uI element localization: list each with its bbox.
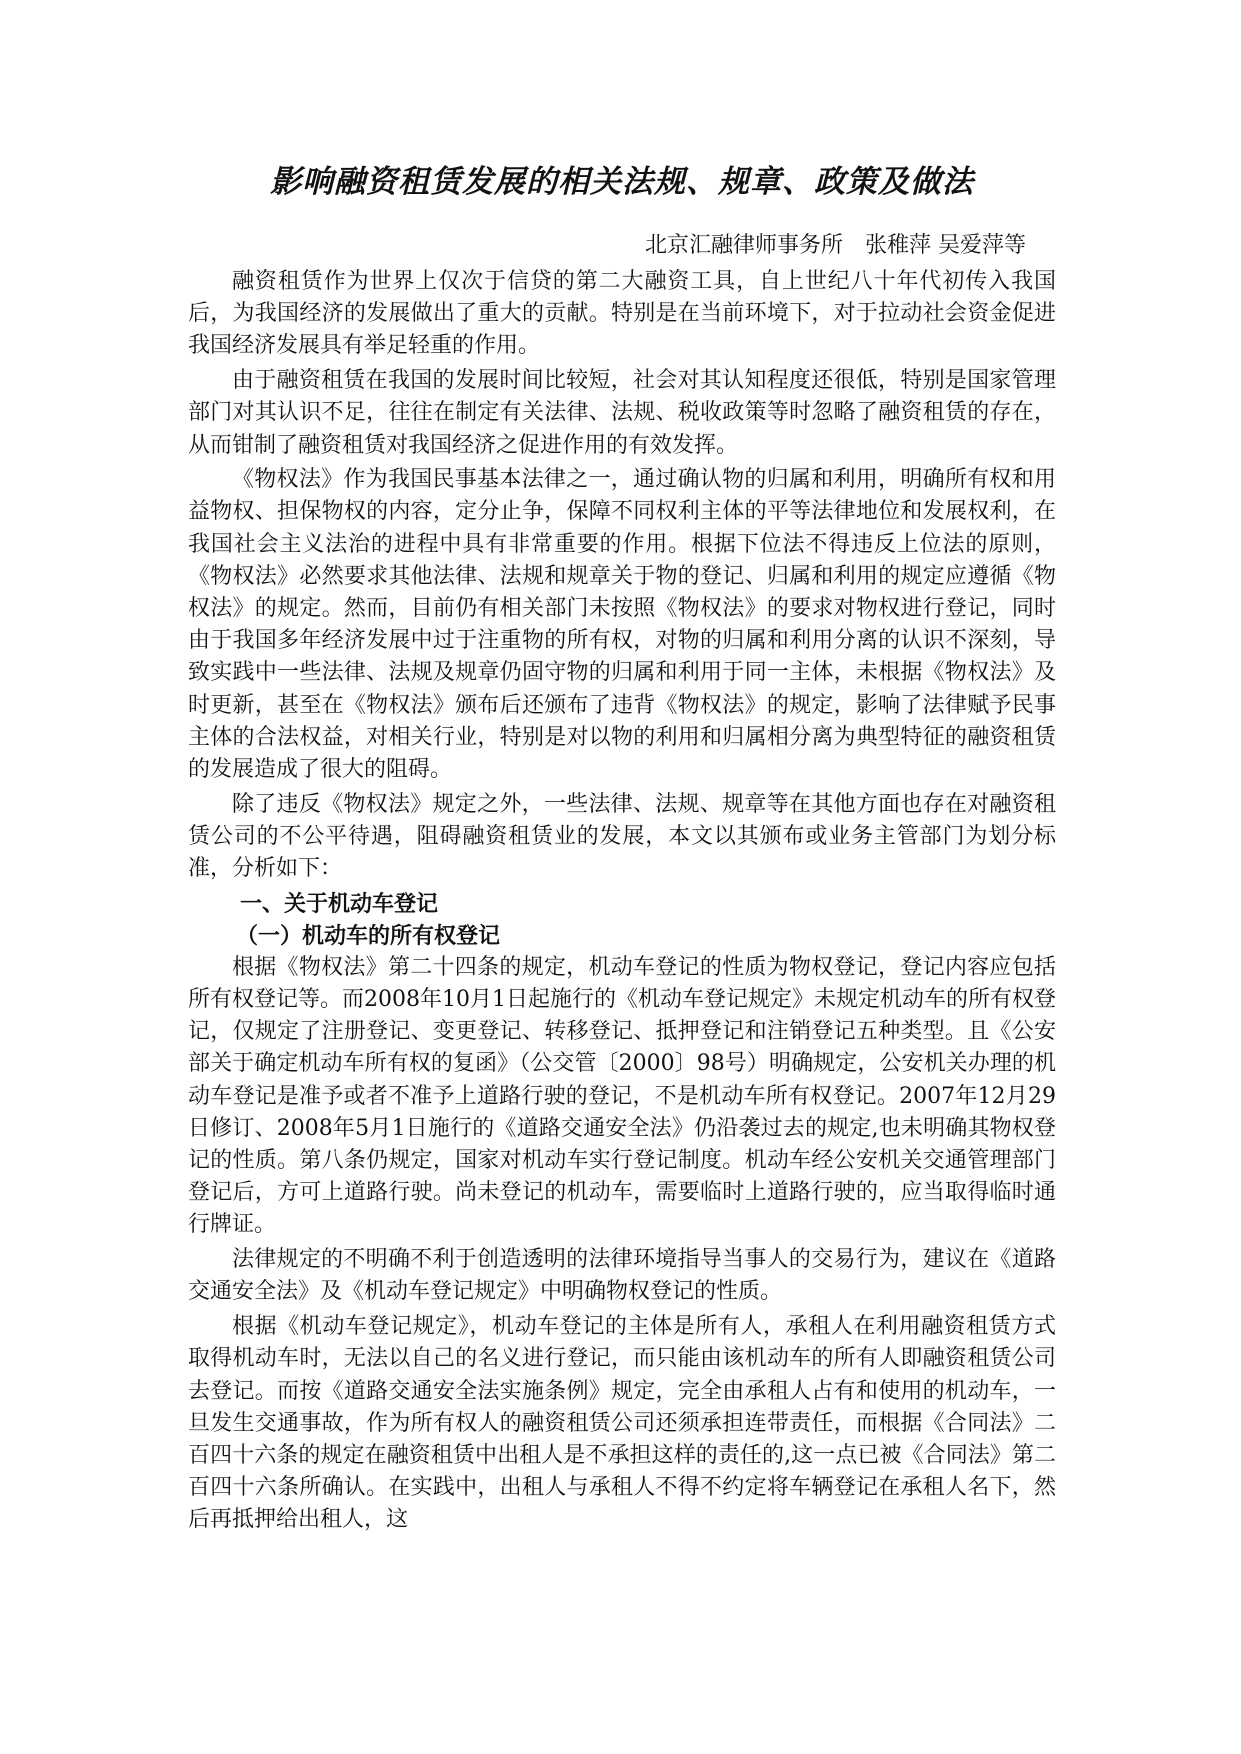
paragraph-section-1: 根据《物权法》第二十四条的规定，机动车登记的性质为物权登记，登记内容应包括所有权登记等。而2008年10月1日起施行的《机动车登记规定》未规定机动车的所有权登记，仅规定了注册登记、变更登记、转移登记、抵押登记和注销登记五种类型。且《公安部关于确定机动车所有权的复函》（公交管〔2000〕98号）明确规定，公安机关办理的机动车登记是准予或者不准予上道路行驶的登记，不是机动车所有权登记。2007年12月29日修订、2008年5月1日施行的《道路交通安全法》仍沿袭过去的规定,也未明确其物权登记的性质。第八条仍规定，国家对机动车实行登记制度。机动车经公安机关交通管理部门登记后，方可上道路行驶。尚未登记的机动车，需要临时上道路行驶的，应当取得临时通行牌证。: [188, 954, 1056, 1238]
paragraph-intro-4: 除了违反《物权法》规定之外，一些法律、法规、规章等在其他方面也存在对融资租赁公司的不公平待遇，阻碍融资租赁业的发展，本文以其颁布或业务主管部门为划分标准，分析如下：: [188, 791, 1056, 882]
paragraph-section-3: 根据《机动车登记规定》，机动车登记的主体是所有人，承租人在利用融资租赁方式取得机动车时，无法以自己的名义进行登记，而只能由该机动车的所有人即融资租赁公司去登记。而按《道路交通安全法实施条例》规定，完全由承租人占有和使用的机动车，一旦发生交通事故，作为所有权人的融资租赁公司还须承担连带责任，而根据《合同法》二百四十六条的规定在融资租赁中出租人是不承担这样的责任的,这一点已被《合同法》第二百四十六条所确认。在实践中，出租人与承租人不得不约定将车辆登记在承租人名下，然后再抵押给出租人，这: [188, 1314, 1056, 1533]
section-heading: 一、关于机动车登记: [240, 890, 439, 917]
document-body: [188, 160, 1056, 1539]
subsection-heading: （一）机动车的所有权登记: [236, 922, 501, 949]
paragraph-section-2: 法律规定的不明确不利于创造透明的法律环境指导当事人的交易行为，建议在《道路交通安全法》及《机动车登记规定》中明确物权登记的性质。: [188, 1247, 1056, 1305]
paragraph-intro-2: 由于融资租赁在我国的发展时间比较短，社会对其认知程度还很低，特别是国家管理部门对其认识不足，往往在制定有关法律、法规、税收政策等时忽略了融资租赁的存在，从而钳制了融资租赁对我国经济之促进作用的有效发挥。: [188, 368, 1056, 458]
paragraph-intro-3: 《物权法》作为我国民事基本法律之一，通过确认物的归属和利用，明确所有权和用益物权、担保物权的内容，定分止争，保障不同权利主体的平等法律地位和发展权利，在我国社会主义法治的进程中具有非常重要的作用。根据下位法不得违反上位法的原则，《物权法》必然要求其他法律、法规和规章关于物的登记、归属和利用的规定应遵循《物权法》的规定。然而，目前仍有相关部门未按照《物权法》的要求对物权进行登记，同时由于我国多年经济发展中过于注重物的所有权，对物的归属和利用分离的认识不深刻，导致实践中一些法律、法规及规章仍固守物的归属和利用于同一主体，未根据《物权法》及时更新，甚至在《物权法》颁布后还颁布了违背《物权法》的规定，影响了法律赋予民事主体的合法权益，对相关行业，特别是对以物的利用和归属相分离为典型特征的融资租赁的发展造成了很大的阻碍。: [188, 467, 1056, 783]
document-title: 影响融资租赁发展的相关法规、规章、政策及做法: [270, 164, 974, 200]
author-line: 北京汇融律师事务所 张稚萍 吴爱萍等: [645, 233, 1026, 258]
paragraph-intro-1: 融资租赁作为世界上仅次于信贷的第二大融资工具，自上世纪八十年代初传入我国后，为我国经济的发展做出了重大的贡献。特别是在当前环境下，对于拉动社会资金促进我国经济发展具有举足轻重的作用。: [188, 269, 1056, 359]
